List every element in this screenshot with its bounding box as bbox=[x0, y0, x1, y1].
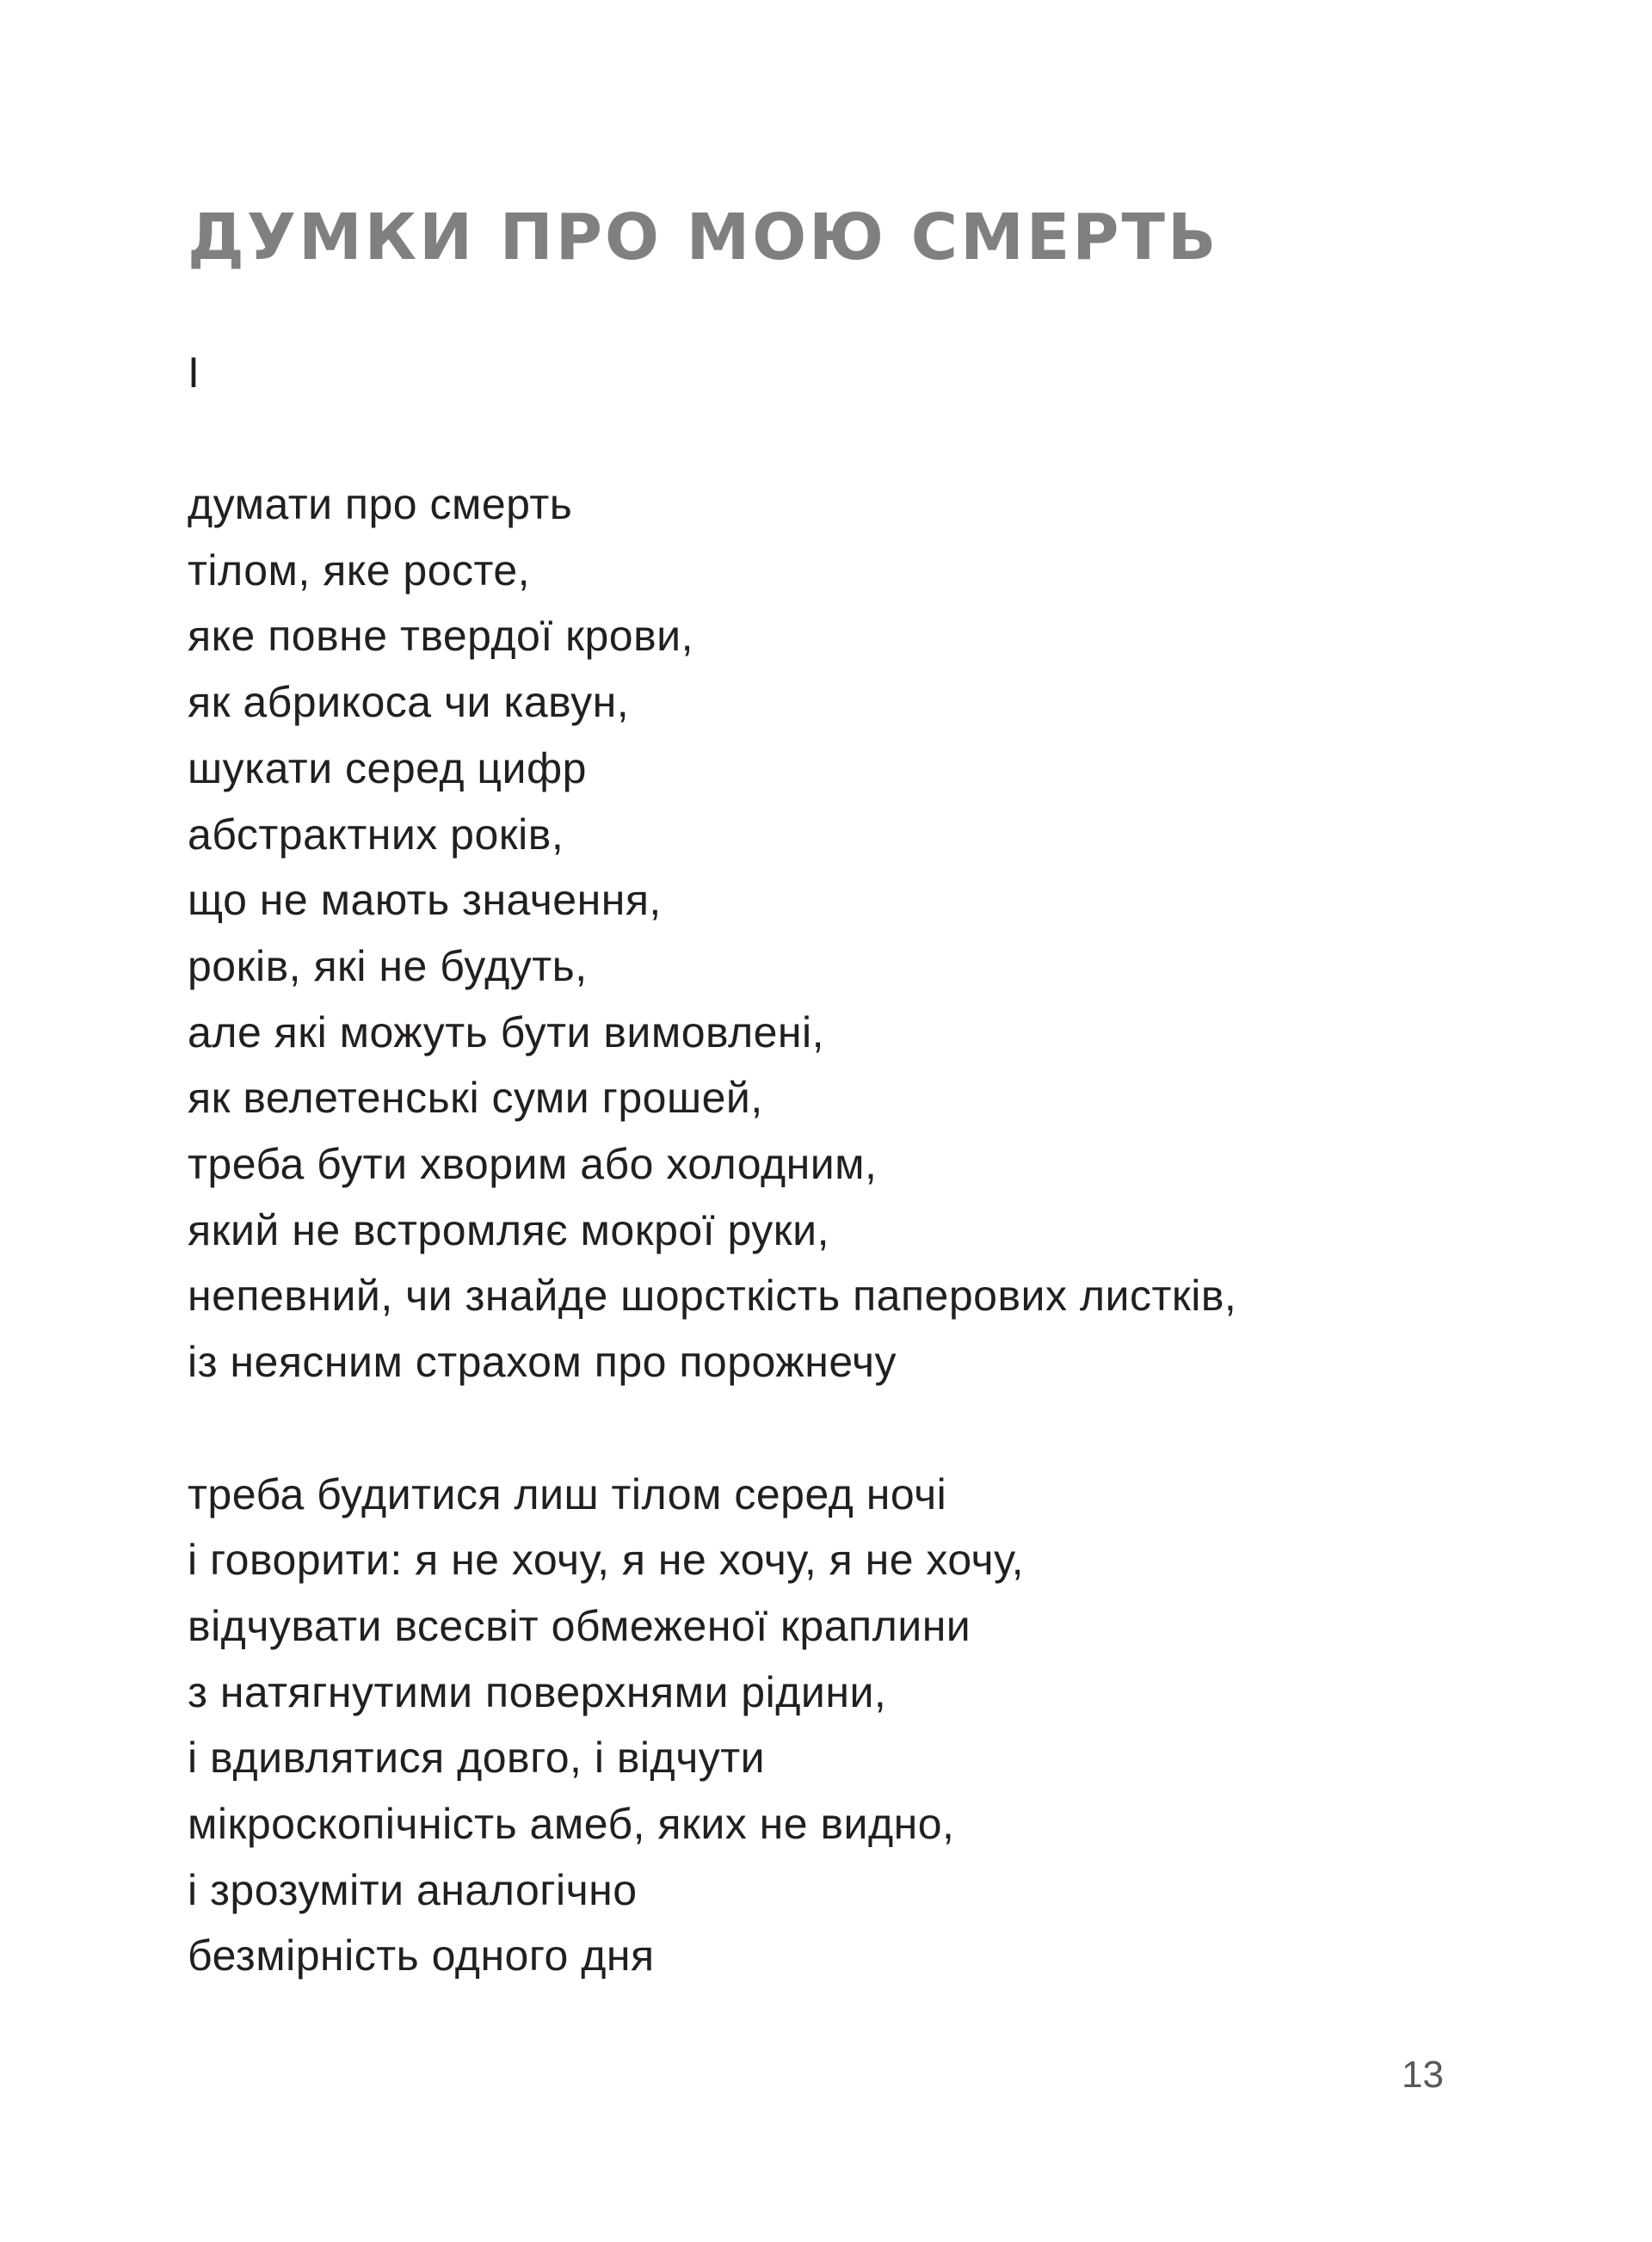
section-number: І bbox=[188, 348, 200, 397]
poem-line: шукати серед цифр bbox=[188, 743, 587, 792]
poem-line: яке повне твердої крови, bbox=[188, 612, 693, 661]
page-number: 13 bbox=[1402, 2054, 1444, 2096]
poem-line: безмірність одного дня bbox=[188, 1931, 655, 1980]
poem-line: і зрозуміти аналогічно bbox=[188, 1865, 638, 1914]
stanza bbox=[188, 471, 1236, 1395]
poem-line: непевний, чи знайде шорсткість паперових листків, bbox=[188, 1272, 1237, 1321]
poem-line: але які можуть бути вимовлені, bbox=[188, 1007, 825, 1056]
poem-line: мікроскопічність амеб, яких не видно, bbox=[188, 1800, 955, 1849]
poem-line: як велетенські суми грошей, bbox=[188, 1074, 763, 1123]
poem-line: з натягнутими поверхнями рідини, bbox=[188, 1667, 887, 1716]
poem-line: думати про смерть bbox=[188, 480, 573, 528]
poem-line: і говорити: я не хочу, я не хочу, я не хочу, bbox=[188, 1536, 1024, 1585]
poem-line: відчувати всесвіт обмеженої краплини bbox=[188, 1601, 971, 1650]
poem-body bbox=[188, 471, 1236, 1989]
poem-line: треба будитися лиш тілом серед ночі bbox=[188, 1469, 947, 1518]
poem-line: як абрикоса чи кавун, bbox=[188, 678, 630, 727]
poem-line: років, які не будуть, bbox=[188, 941, 588, 990]
poem-line: що не мають значення, bbox=[188, 876, 662, 925]
poem-title: ДУМКИ ПРО МОЮ СМЕРТЬ bbox=[188, 200, 1219, 274]
poem-line: тілом, яке росте, bbox=[188, 545, 531, 594]
poem-line: треба бути хворим або холодним, bbox=[188, 1140, 878, 1189]
stanza bbox=[188, 1462, 1236, 1990]
poem-line: який не встромляє мокрої руки, bbox=[188, 1205, 829, 1254]
poem-line: і вдивлятися довго, і відчути bbox=[188, 1734, 766, 1783]
poem-line: абстрактних років, bbox=[188, 810, 564, 859]
poem-line: із неясним страхом про порожнечу bbox=[188, 1338, 897, 1387]
